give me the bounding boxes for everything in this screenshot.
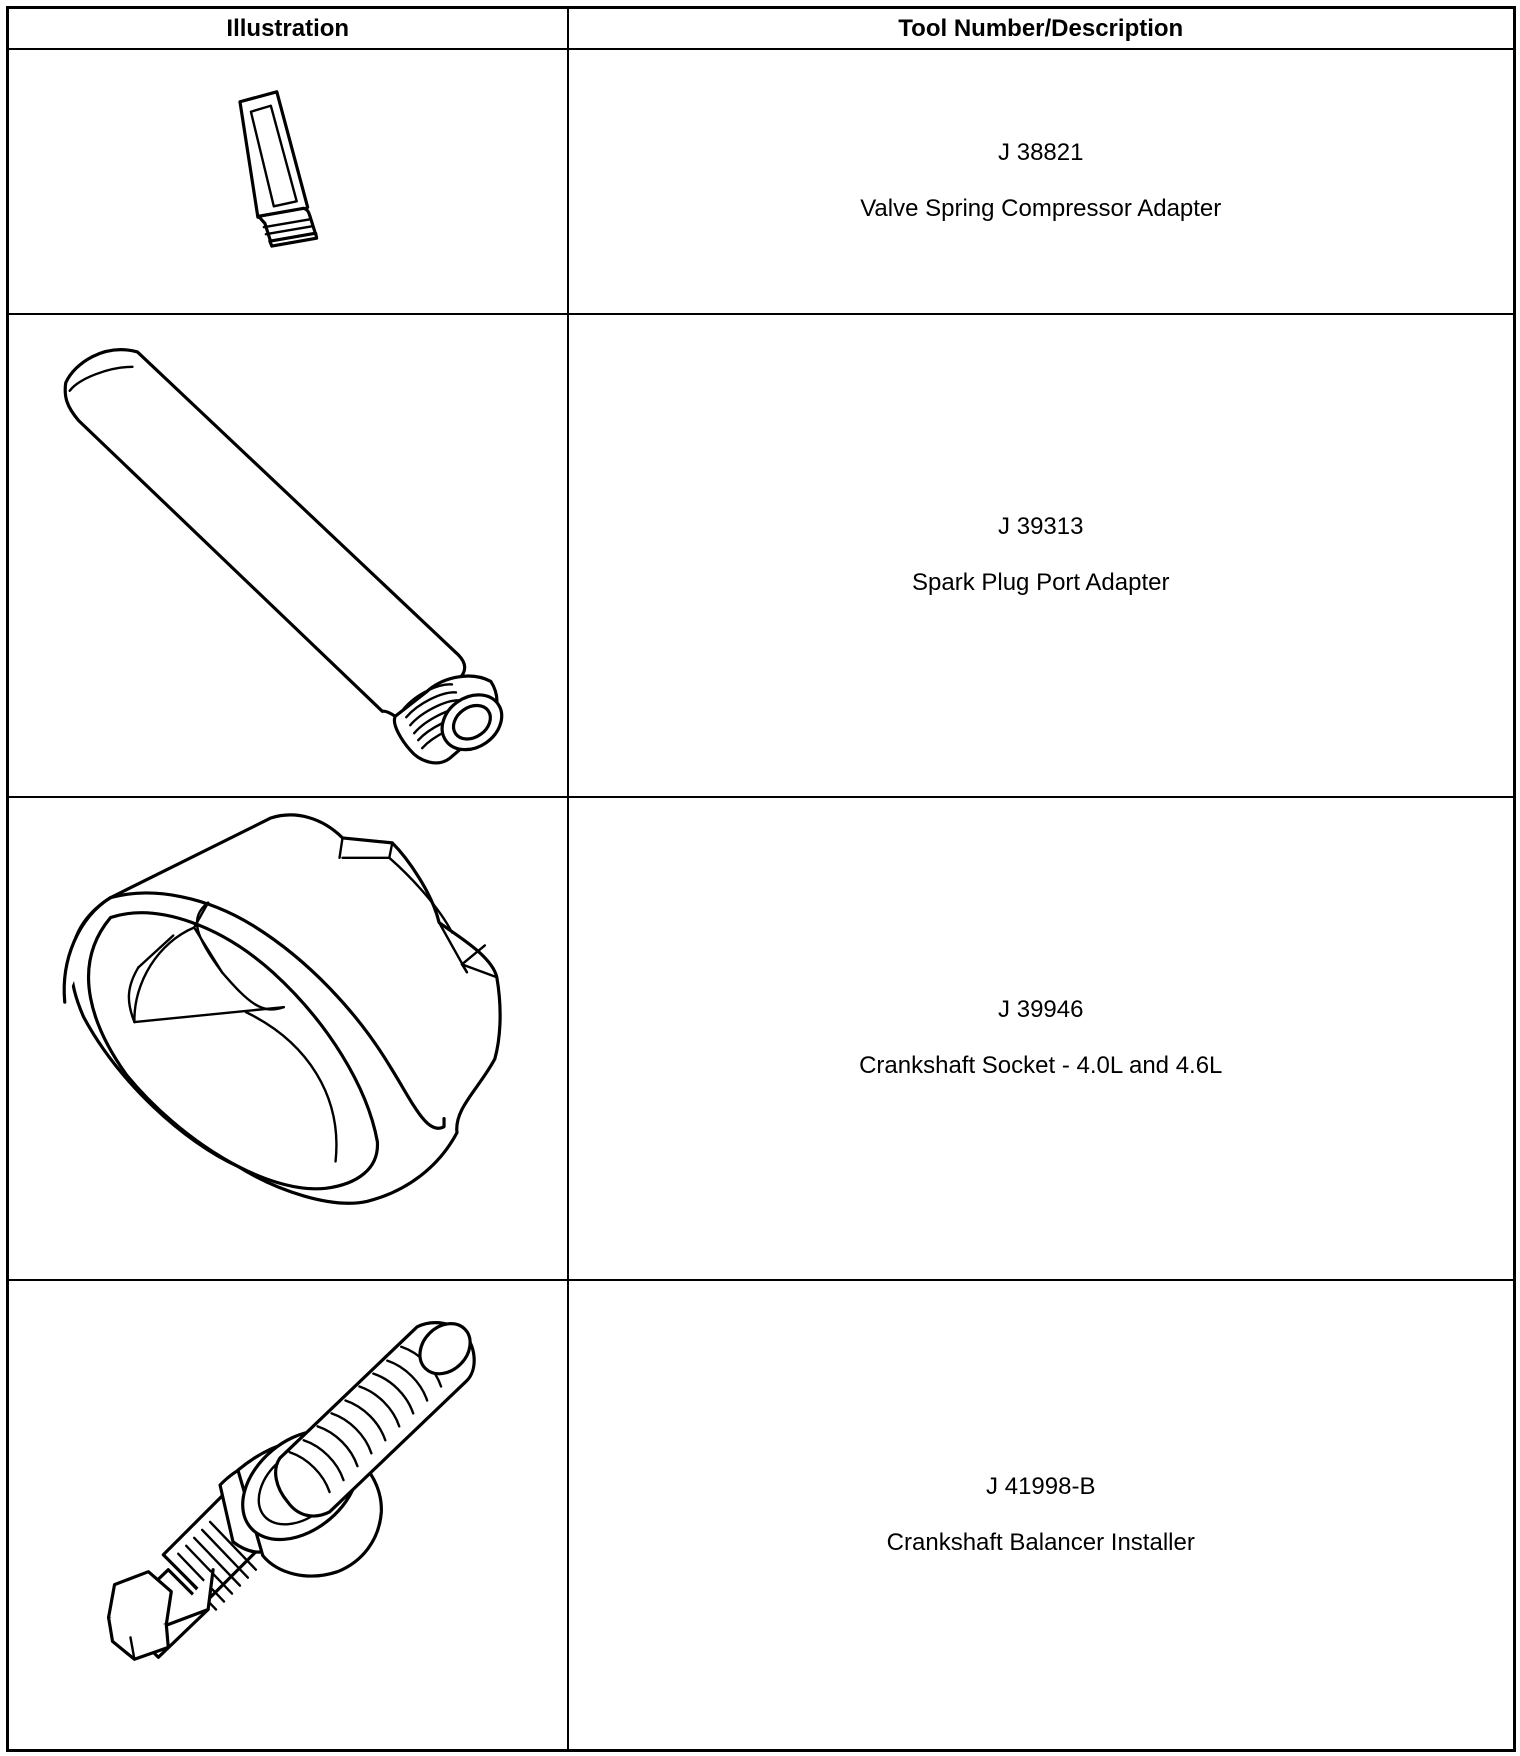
tool-number: J 39946 [998,996,1084,1024]
tool-description-cell [568,49,1515,314]
table-header-row [8,8,1515,50]
tool-number: J 41998-B [986,1472,1096,1500]
special-tools-table [6,6,1516,1752]
tool-description: Valve Spring Compressor Adapter [860,195,1222,223]
crankshaft-socket-icon [9,798,567,1279]
table-row [8,49,1515,314]
tool-description: Crankshaft Socket - 4.0L and 4.6L [859,1052,1223,1080]
tool-description: Spark Plug Port Adapter [912,569,1170,597]
illustration-cell [8,49,568,314]
tool-description-cell [568,797,1515,1280]
tool-number: J 39313 [998,513,1084,541]
illustration-cell [8,314,568,797]
table-row [8,1280,1515,1750]
tool-column-header: Tool Number/Description [568,8,1515,50]
table-row [8,797,1515,1280]
tool-description: Crankshaft Balancer Installer [886,1528,1195,1556]
tool-description-cell [568,314,1515,797]
tool-number: J 38821 [998,139,1084,167]
spark-plug-port-adapter-icon [9,315,567,796]
valve-spring-compressor-adapter-icon [9,50,567,313]
table-row [8,314,1515,797]
tool-description-cell [568,1280,1515,1750]
crankshaft-balancer-installer-icon [9,1281,567,1749]
illustration-column-header: Illustration [8,8,568,50]
illustration-cell [8,1280,568,1750]
illustration-cell [8,797,568,1280]
